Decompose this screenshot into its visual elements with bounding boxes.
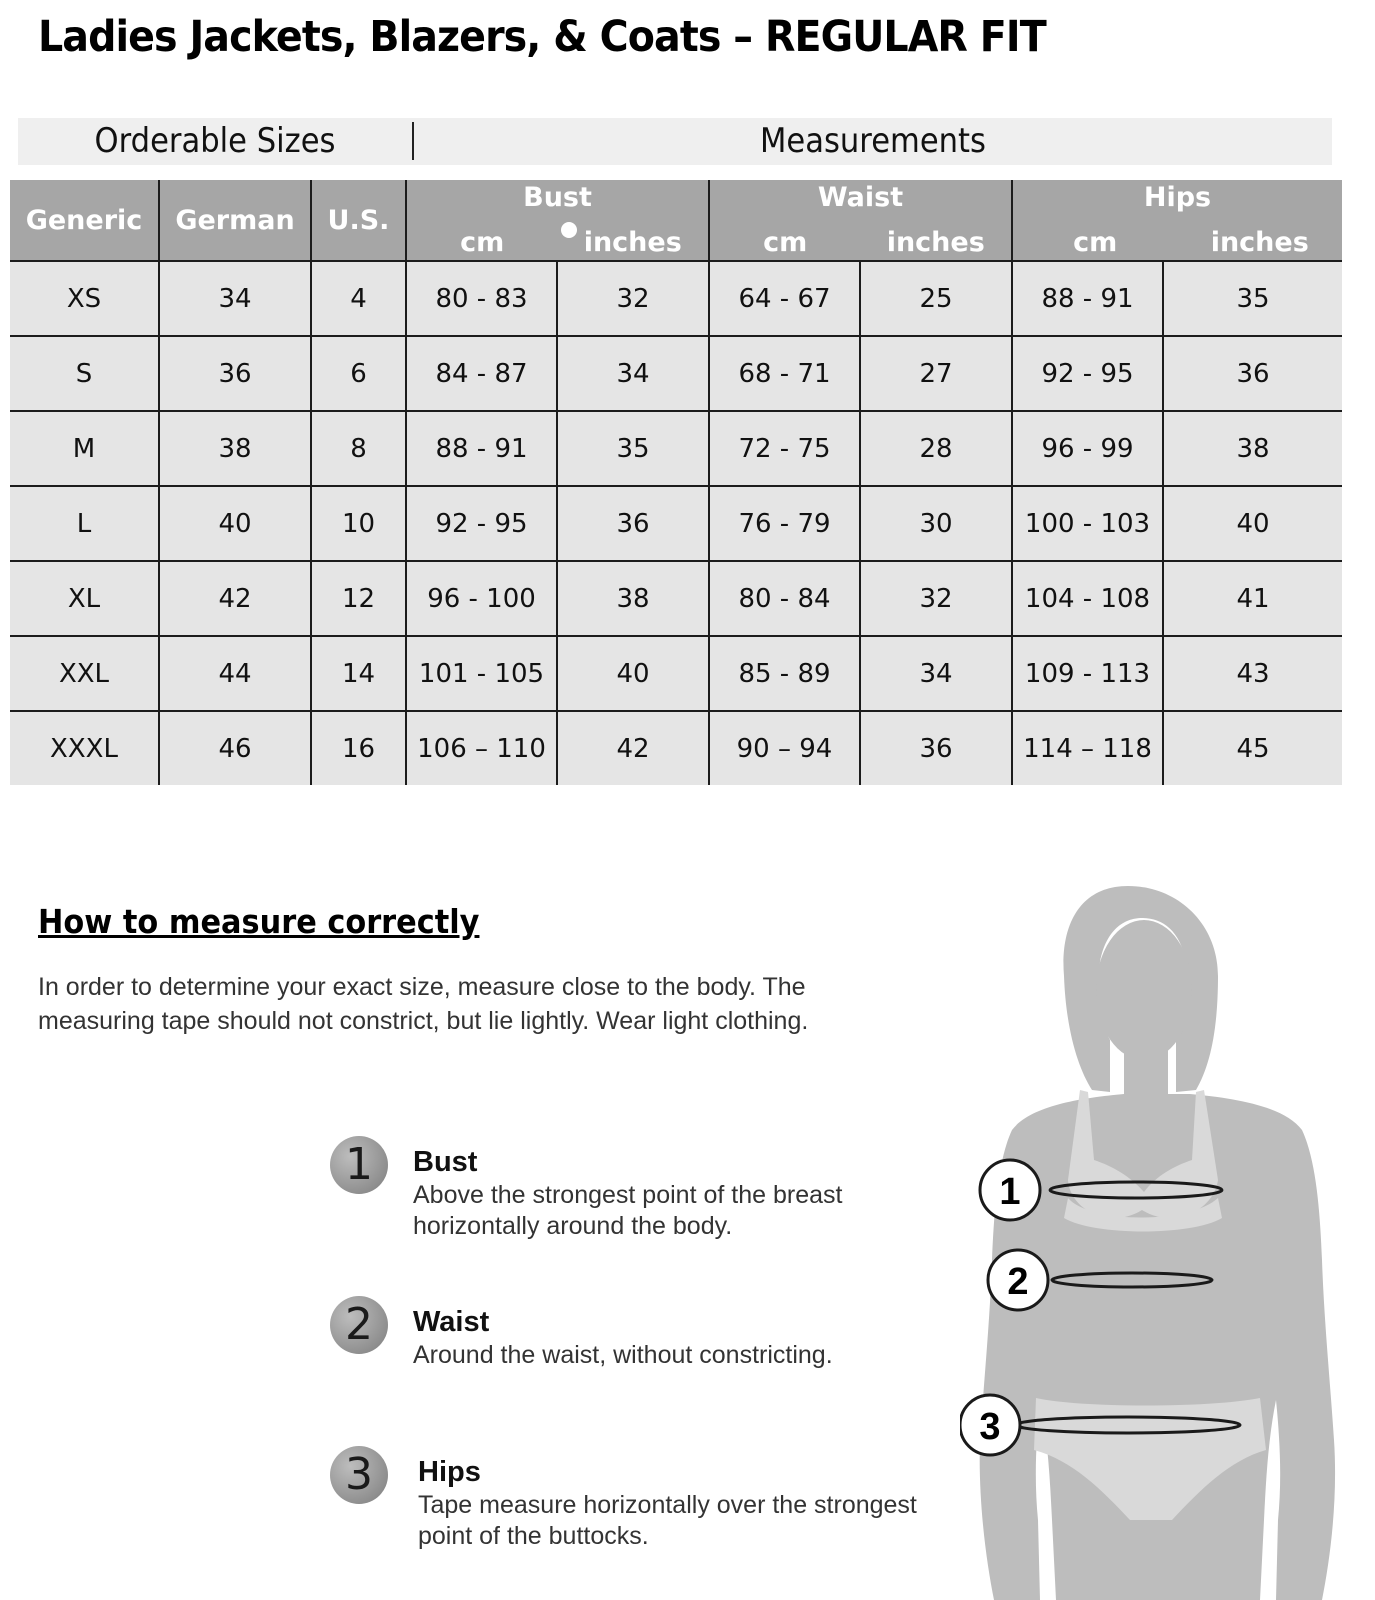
cell-waist-inches: 36 — [860, 711, 1012, 785]
cell-generic: XS — [10, 261, 159, 336]
cell-bust-inches: 36 — [557, 486, 709, 561]
header-waist-inches: inches — [886, 227, 985, 258]
header-waist-label: Waist — [817, 182, 904, 213]
cell-us: 4 — [311, 261, 406, 336]
table-row — [10, 336, 1342, 411]
cell-waist-cm: 76 - 79 — [709, 486, 860, 561]
cell-german: 46 — [159, 711, 311, 785]
cell-bust-cm: 106 – 110 — [406, 711, 557, 785]
cell-hips-inches: 38 — [1163, 411, 1342, 486]
cell-us: 6 — [311, 336, 406, 411]
header-german: German — [159, 180, 311, 261]
cell-waist-inches: 28 — [860, 411, 1012, 486]
marker-3-label: 3 — [979, 1406, 1001, 1448]
cell-hips-cm: 88 - 91 — [1012, 261, 1163, 336]
cell-waist-cm: 80 - 84 — [709, 561, 860, 636]
cell-us: 16 — [311, 711, 406, 785]
cell-us: 10 — [311, 486, 406, 561]
cell-waist-inches: 34 — [860, 636, 1012, 711]
header-waist-cm: cm — [763, 227, 808, 258]
table-row — [10, 561, 1342, 636]
header-bust-cm: cm — [460, 227, 505, 258]
step-label: Bust — [413, 1146, 478, 1178]
header-hips — [1012, 180, 1342, 261]
header-hips-cm: cm — [1073, 227, 1118, 258]
step-description: Above the strongest point of the breast horizontally around the body. — [413, 1181, 843, 1240]
cell-german: 44 — [159, 636, 311, 711]
cell-bust-inches: 38 — [557, 561, 709, 636]
number-1-icon: 1 — [330, 1136, 388, 1194]
silhouette-icon — [980, 886, 1335, 1600]
step-description: Around the waist, without constricting. — [413, 1341, 833, 1369]
cell-hips-inches: 35 — [1163, 261, 1342, 336]
number-3-icon: 3 — [330, 1446, 388, 1504]
header-bust-inches: inches — [583, 227, 682, 258]
group-divider — [412, 122, 414, 160]
cell-bust-inches: 34 — [557, 336, 709, 411]
cell-bust-cm: 96 - 100 — [406, 561, 557, 636]
cell-waist-inches: 30 — [860, 486, 1012, 561]
cell-hips-inches: 45 — [1163, 711, 1342, 785]
how-to-measure-heading: How to measure correctly — [38, 902, 480, 941]
header-hips-inches: inches — [1210, 227, 1309, 258]
cell-hips-cm: 114 – 118 — [1012, 711, 1163, 785]
cell-german: 42 — [159, 561, 311, 636]
cell-hips-cm: 109 - 113 — [1012, 636, 1163, 711]
cell-bust-inches: 35 — [557, 411, 709, 486]
cell-bust-cm: 88 - 91 — [406, 411, 557, 486]
table-row — [10, 711, 1342, 785]
step-description: Tape measure horizontally over the strongest point of the buttocks. — [418, 1491, 917, 1550]
number-2-icon: 2 — [330, 1296, 388, 1354]
header-waist — [709, 180, 1012, 261]
header-bust — [406, 180, 709, 261]
cell-generic: XXXL — [10, 711, 159, 785]
page-title: Ladies Jackets, Blazers, & Coats – REGULAR FIT — [38, 12, 1046, 62]
cell-hips-cm: 96 - 99 — [1012, 411, 1163, 486]
cell-hips-inches: 43 — [1163, 636, 1342, 711]
cell-bust-inches: 32 — [557, 261, 709, 336]
size-chart-table — [10, 180, 1342, 785]
cell-german: 40 — [159, 486, 311, 561]
cell-german: 38 — [159, 411, 311, 486]
table-row — [10, 636, 1342, 711]
cell-hips-cm: 100 - 103 — [1012, 486, 1163, 561]
cell-hips-inches: 36 — [1163, 336, 1342, 411]
cell-waist-cm: 85 - 89 — [709, 636, 860, 711]
table-row — [10, 486, 1342, 561]
cell-waist-inches: 32 — [860, 561, 1012, 636]
cell-hips-cm: 92 - 95 — [1012, 336, 1163, 411]
cell-generic: L — [10, 486, 159, 561]
cell-german: 36 — [159, 336, 311, 411]
how-to-measure-text: In order to determine your exact size, measure close to the body. The measuring tape should not constrict, but lie lightly. Wear light clothing. — [38, 973, 809, 1035]
cell-us: 8 — [311, 411, 406, 486]
cell-hips-inches: 41 — [1163, 561, 1342, 636]
orderable-sizes-group: Orderable Sizes — [94, 121, 336, 161]
cell-bust-cm: 84 - 87 — [406, 336, 557, 411]
table-header-row — [10, 180, 1342, 261]
table-row — [10, 411, 1342, 486]
column-group-header — [18, 118, 1332, 165]
marker-3-icon — [960, 1395, 1020, 1455]
cell-waist-inches: 25 — [860, 261, 1012, 336]
header-bust-label: Bust — [523, 182, 592, 213]
cell-generic: S — [10, 336, 159, 411]
cell-german: 34 — [159, 261, 311, 336]
cell-generic: M — [10, 411, 159, 486]
cell-waist-inches: 27 — [860, 336, 1012, 411]
cell-bust-cm: 92 - 95 — [406, 486, 557, 561]
cell-hips-inches: 40 — [1163, 486, 1342, 561]
cell-generic: XL — [10, 561, 159, 636]
body-silhouette-figure — [960, 880, 1375, 1600]
marker-1-label: 1 — [999, 1171, 1021, 1213]
cell-waist-cm: 90 – 94 — [709, 711, 860, 785]
cell-waist-cm: 64 - 67 — [709, 261, 860, 336]
cell-bust-inches: 42 — [557, 711, 709, 785]
table-row — [10, 261, 1342, 336]
step-label: Hips — [418, 1456, 481, 1488]
header-hips-label: Hips — [1143, 182, 1212, 213]
header-generic: Generic — [10, 180, 159, 261]
marker-2-label: 2 — [1007, 1261, 1029, 1303]
cell-generic: XXL — [10, 636, 159, 711]
marker-2-icon — [988, 1250, 1048, 1310]
marker-1-icon — [980, 1160, 1040, 1220]
cell-waist-cm: 68 - 71 — [709, 336, 860, 411]
header-us: U.S. — [311, 180, 406, 261]
cell-bust-inches: 40 — [557, 636, 709, 711]
cell-us: 12 — [311, 561, 406, 636]
step-label: Waist — [413, 1306, 490, 1338]
cell-bust-cm: 101 - 105 — [406, 636, 557, 711]
cell-bust-cm: 80 - 83 — [406, 261, 557, 336]
measurements-group: Measurements — [759, 121, 987, 161]
cell-waist-cm: 72 - 75 — [709, 411, 860, 486]
cell-us: 14 — [311, 636, 406, 711]
cell-hips-cm: 104 - 108 — [1012, 561, 1163, 636]
